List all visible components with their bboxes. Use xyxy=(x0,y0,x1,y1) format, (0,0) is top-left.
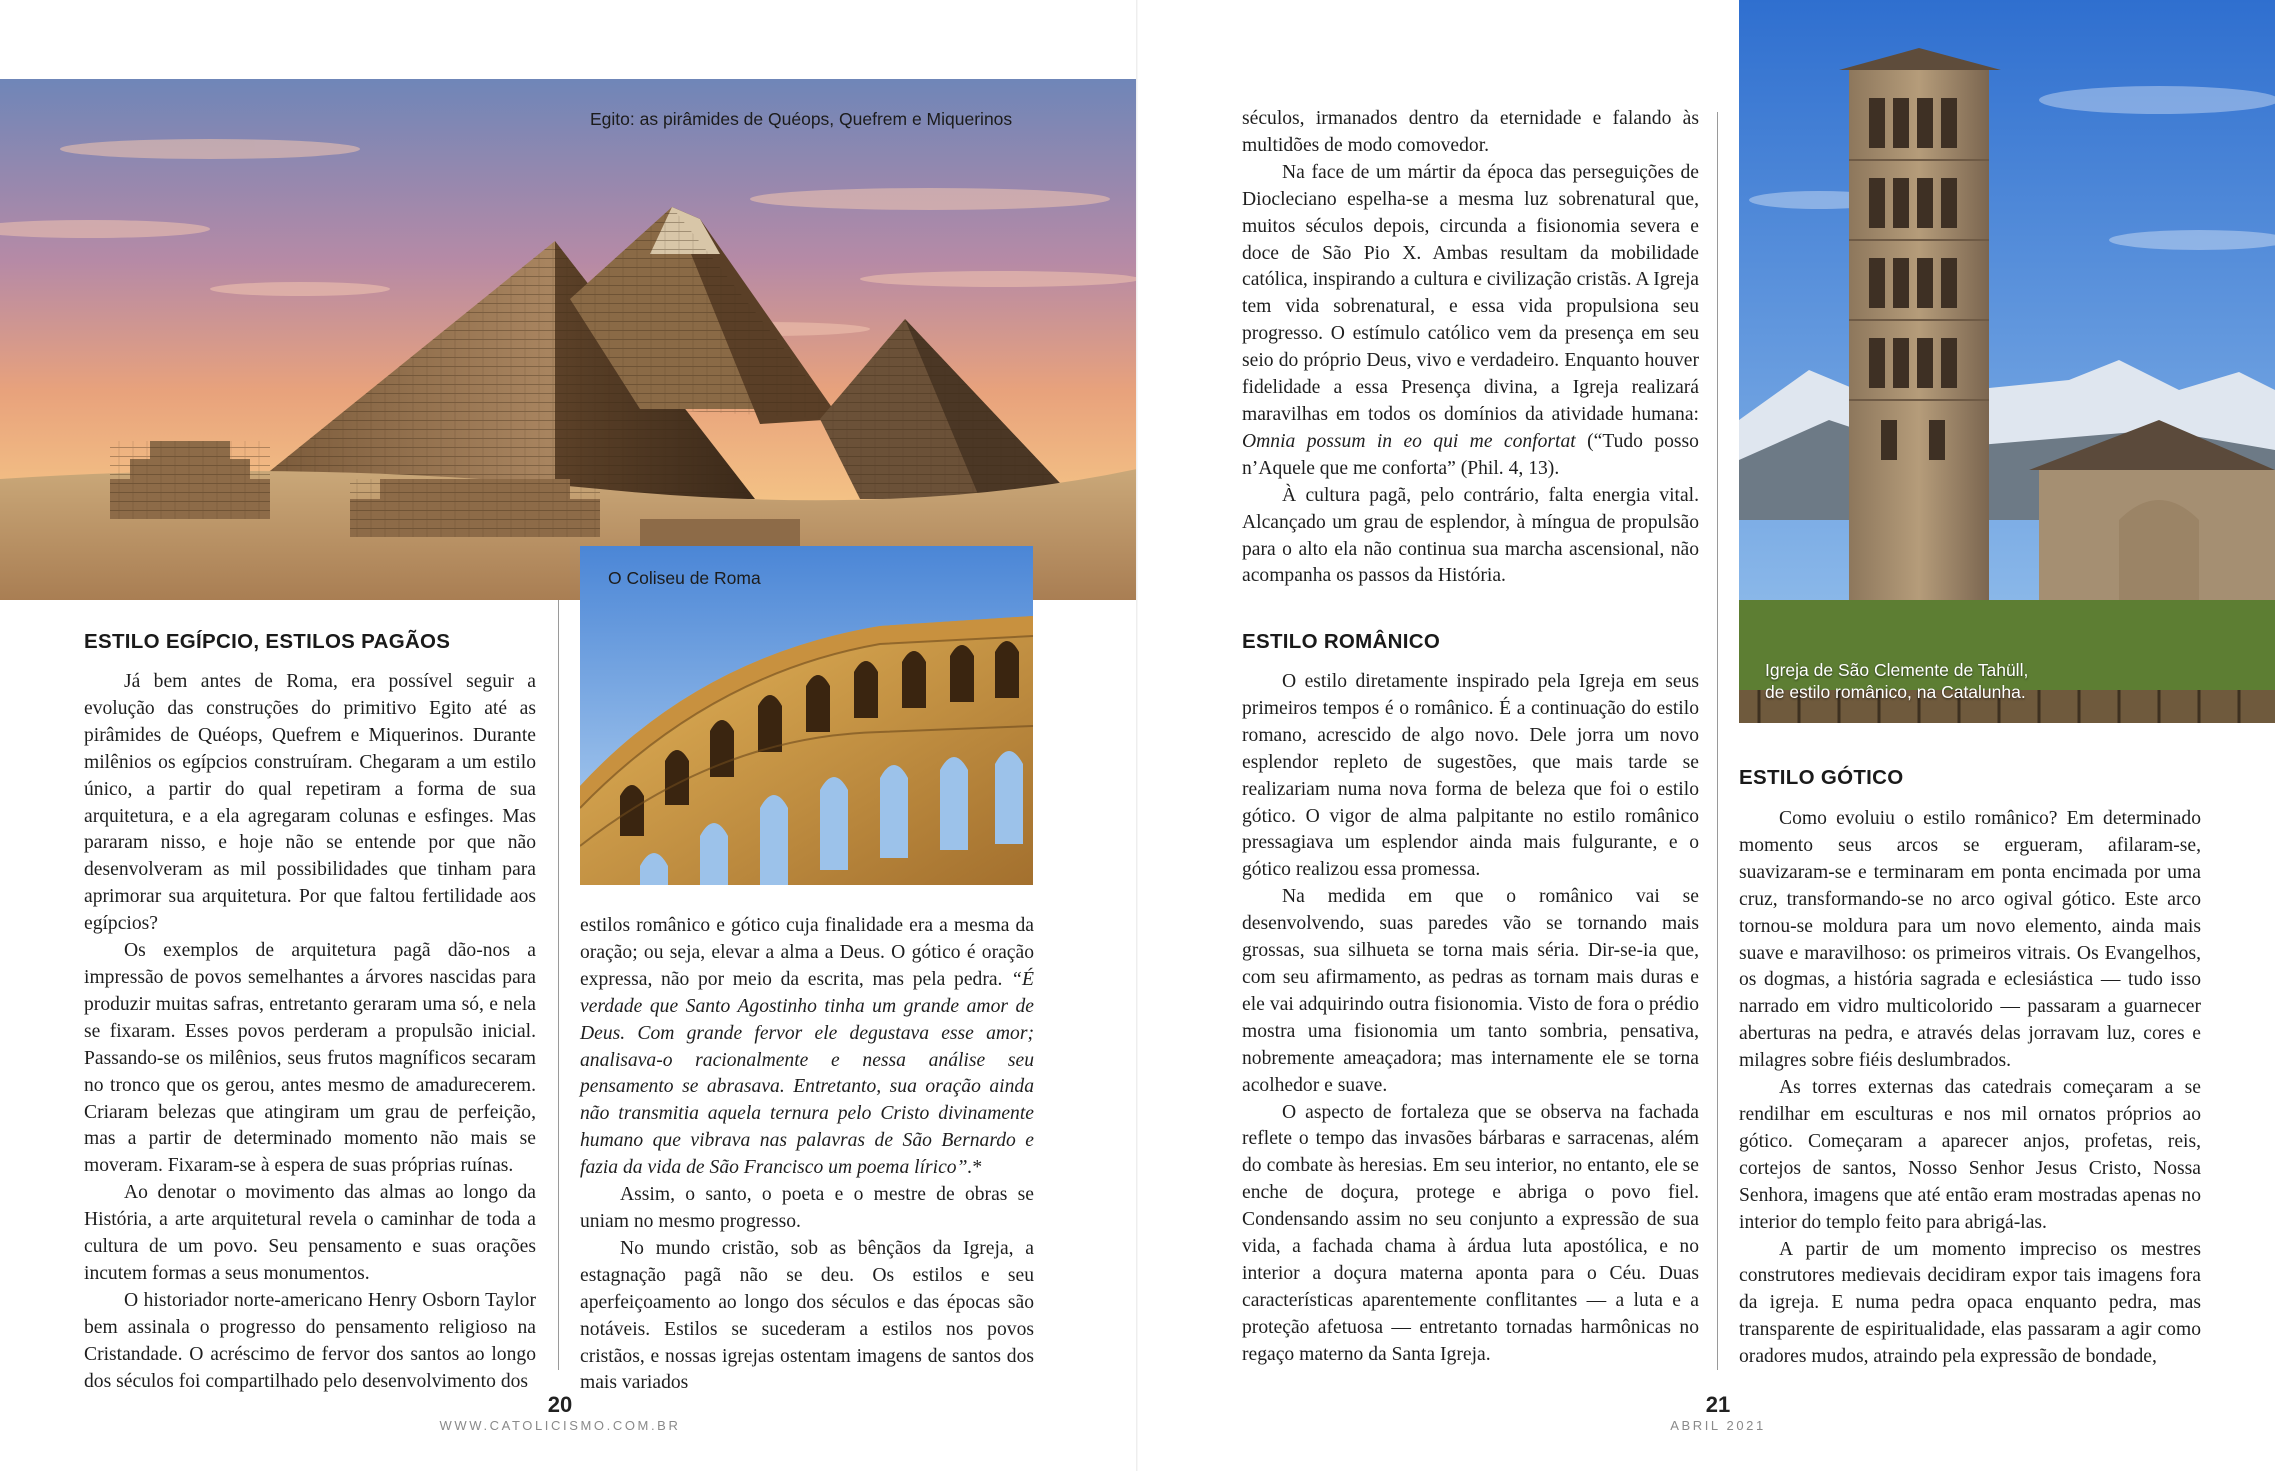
quote-taylor: “É verdade que Santo Agostinho tinha um grande amor de Deus. Com grande fervor ele degustava esse amor; analisava-o racionalmente e nessa análise seu pensamento se abrasava. Entretanto, sua oração ainda não transmitia aquela ternura pelo Cristo divinamente humano que vibrava nas palavras de São Bernardo e fazia da vida de São Francisco um poema lírico”. xyxy=(580,968,1034,1179)
paragraph: Os exemplos de arquitetura pagã dão-nos a impressão de povos semelhantes a árvores nascidas para produzir muitas safras, entretanto geraram uma só, e nela se fixaram. Esses povos perderam a propulsão inicial. Passando-se os milênios, seus frutos magníficos secaram no tronco que os gerou, antes mesmo de amadurecerem. Criaram belezas que atingiram um grau de perfeição, mas a partir de determinado momento não mais se moveram. Fixaram-se à espera de suas próprias ruínas. xyxy=(84,940,536,1177)
paragraph: O estilo diretamente inspirado pela Igreja em seus primeiros tempos é o românico. É a continuação do estilo romano, acrescido de algo novo. Dele jorra um novo esplendor repleto de sugestões, que mais tarde se realizariam numa nova forma de beleza que foi o estilo gótico. O vigor de alma palpitante no estilo românico pressagiava um esplendor ainda mais fulgurante, e o gótico realizou essa promessa. xyxy=(1242,671,1699,881)
paragraph: Como evoluiu o estilo românico? Em determinado momento seus arcos se ergueram, afilaram-se, suavizaram-se e terminaram em ponta encimada por uma cruz, transformando-se no arco ogival gótico. Este arco tornou-se moldura para um novo elemento, ainda mais suave e maravilhoso: os primeiros vitrais. Os Evangelhos, os dogmas, a história sagrada e eclesiástica — tudo isso narrado em vidro multicolorido — passaram a guarnecer aberturas na pedra, e através delas jorravam luz, cores e milagres sobre fiéis deslumbrados. xyxy=(1739,808,2201,1072)
colosseum-photo xyxy=(580,546,1033,885)
right-column-1-top xyxy=(1242,106,1699,590)
left-column-1 xyxy=(84,669,536,1395)
paragraph: estilos românico e gótico cuja finalidade era a mesma da oração; ou seja, elevar a alma a Deus. O gótico é oração expressa, não por meio da escrita, mas pela pedra. “É verdade que Santo Agostinho tinha um grande amor de Deus. Com grande fervor ele degustava esse amor; analisava-o racionalmente e nessa análise seu pensamento se abrasava. Entretanto, sua oração ainda não transmitia aquela ternura pelo Cristo divinamente humano que vibrava nas palavras de São Bernardo e fazia da vida de São Francisco um poema lírico”.* xyxy=(580,915,1034,1179)
right-column-2 xyxy=(1739,806,2201,1371)
church-caption: Igreja de São Clemente de Tahüll, de estilo românico, na Catalunha. xyxy=(1765,660,2029,702)
paragraph: A partir de um momento impreciso os mestres construtores medievais decidiram expor tais imagens fora da igreja. E numa pedra opaca enquanto pedra, mas transparente de espiritualidade, elas passaram a agir como oradores mudos, atraindo pela expressão de bondade, xyxy=(1739,1238,2201,1368)
right-column-1 xyxy=(1242,669,1699,1369)
paragraph: O aspecto de fortaleza que se observa na fachada reflete o tempo das invasões bárbaras e sarracenas, além do combate às heresias. Em seu interior, no entanto, ele se enche de doçura, protege e abriga o povo fiel. Condensando assim no seu conjunto a expressão de sua vida, a fachada chama à árdua luta apostólica, e no interior a doçura materna aponta para o Céu. Duas características aparentemente conflitantes — a luta e a proteção afetuosa — entretanto tornadas harmônicas no regaço materno da Santa Igreja. xyxy=(1242,1101,1699,1365)
paragraph: Assim, o santo, o poeta e o mestre de obras se uniam no mesmo progresso. xyxy=(580,1184,1034,1232)
page-number-right: 21 xyxy=(1705,1392,1731,1417)
paragraph: No mundo cristão, sob as bênçãos da Igreja, a estagnação pagã não se deu. Os estilos e seu aperfeiçoamento ao longo dos séculos e das épocas são notáveis. Estilos se sucederam a estilos nos povos cristãos, e nossas igrejas ostentam imagens de santos dos mais variados xyxy=(580,1237,1034,1394)
footer-date: ABRIL 2021 xyxy=(1670,1418,1766,1433)
latin-quote: Omnia possum in eo qui me confortat xyxy=(1242,430,1576,452)
colosseum-caption: O Coliseu de Roma xyxy=(608,568,761,588)
page-number-left: 20 xyxy=(547,1392,573,1417)
paragraph: Já bem antes de Roma, era possível seguir a evolução das construções do primitivo Egito até as pirâmides de Quéops, Quefrem e Miquerinos. Durante milênios os egípcios construíram. Chegaram a um estilo único, a partir do qual repetiram a forma de sua arquitetura, e a ela agregaram colunas e esfinges. Mas pararam nisso, e hoje não se entende por que não desenvolveram as mil possibilidades que tinham para aprimorar sua arquitetura. Por que faltou fertilidade aos egípcios? xyxy=(84,671,536,935)
church-photo xyxy=(1739,0,2275,723)
column-rule xyxy=(1717,112,1718,1370)
pyramids-photo xyxy=(0,79,1137,600)
section-heading-romanesque: ESTILO ROMÂNICO xyxy=(1242,630,1441,653)
footer-website: WWW.CATOLICISMO.COM.BR xyxy=(439,1418,681,1433)
left-column-2 xyxy=(580,913,1034,1397)
column-rule xyxy=(558,600,559,1370)
paragraph: À cultura pagã, pelo contrário, falta energia vital. Alcançado um grau de esplendor, à míngua de propulsão para o alto ela não continua sua marcha ascensional, não acompanha os passos da História. xyxy=(1242,484,1699,587)
paragraph: As torres externas das catedrais começaram a se rendilhar em esculturas e nos mil ornatos próprios ao gótico. Começaram a aparecer anjos, profetas, reis, cortejos de santos, Nosso Senhor Jesus Cristo, Nossa Senhora, imagens que até então eram mostradas apenas no interior do templo feito para abrigá-las. xyxy=(1739,1077,2201,1233)
right-page xyxy=(1138,0,2275,1471)
section-heading-gothic: ESTILO GÓTICO xyxy=(1739,766,1904,789)
paragraph: Na medida em que o românico vai se desenvolvendo, suas paredes vão se tornando mais grossas, sua silhueta se torna mais séria. Dir-se-ia que, com seu afirmamento, as pedras as tornam mais duras e ele vai adquirindo outra fisionomia. Visto de fora o prédio mostra uma fisionomia um tanto sombria, pensativa, nobremente ameaçadora; mas internamente ele se torna acolhedor e suave. xyxy=(1242,886,1699,1096)
paragraph: séculos, irmanados dentro da eternidade e falando às multidões de modo comovedor. xyxy=(1242,108,1699,156)
left-page xyxy=(0,0,1137,1471)
paragraph: Na face de um mártir da época das perseguições de Diocleciano espelha-se a mesma luz sobrenatural que, muitos séculos depois, circunda a fisionomia severa e doce de São Pio X. Ambas resultam da mobilidade católica, inspirando a cultura e civilização cristãs. A Igreja tem vida sobrenatural, e essa vida propulsiona seu progresso. O estímulo católico vem da presença em seu seio do próprio Deus, vivo e verdadeiro. Enquanto houver fidelidade a essa Presença divina, a Igreja realizará maravilhas em todos os domínios da atividade humana: Omnia possum in eo qui me confortat (“Tudo posso n’Aquele que me conforta” (Phil. 4, 13). xyxy=(1242,161,1699,479)
pyramids-caption: Egito: as pirâmides de Quéops, Quefrem e Miquerinos xyxy=(590,109,1013,129)
section-heading-egyptian: ESTILO EGÍPCIO, ESTILOS PAGÃOS xyxy=(84,630,451,653)
paragraph: Ao denotar o movimento das almas ao longo da História, a arte arquitetural revela o caminhar de toda a cultura de um povo. Seu pensamento e suas orações incutem formas a seus monumentos. xyxy=(84,1182,536,1284)
paragraph: O historiador norte-americano Henry Osborn Taylor bem assinala o progresso do pensamento religioso na Cristandade. O acréscimo de fervor dos santos ao longo dos séculos foi compartilhado pelo desenvolvimento dos xyxy=(84,1289,536,1392)
